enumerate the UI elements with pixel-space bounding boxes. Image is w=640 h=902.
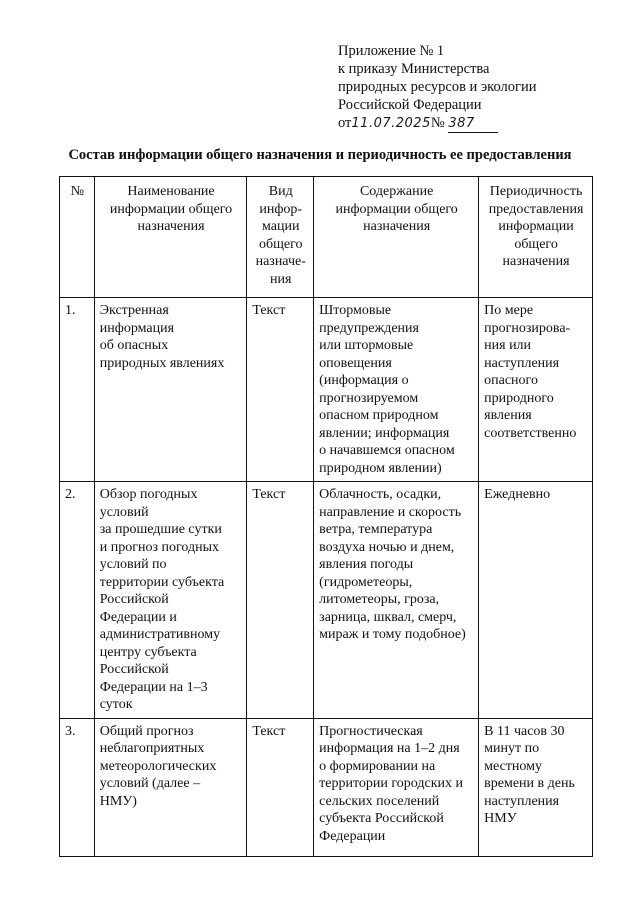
date-prefix: от: [338, 115, 352, 131]
row-content: Прогностическая информация на 1–2 дня о формировании на территории городских и сельских поселений субъекта Российской Федерации: [314, 718, 479, 856]
row-number: 2.: [60, 482, 95, 719]
information-table: [59, 176, 593, 857]
row-content: Штормовые предупреждения или штормовые оповещения (информация о прогнозируемом опасном природном явлении; информация о начавшемся опасном природном явлении): [314, 298, 479, 482]
header-content: Содержание информации общего назначения: [314, 177, 479, 298]
row-periodicity: В 11 часов 30 минут по местному времени в день наступления НМУ: [479, 718, 593, 856]
header-name: Наименование информации общего назначения: [94, 177, 247, 298]
header-number: №: [60, 177, 95, 298]
table-header-row: [60, 177, 593, 298]
appendix-line-3: природных ресурсов и экологии: [338, 79, 537, 95]
header-type: Вид инфор- мации общего назначе- ния: [247, 177, 314, 298]
row-periodicity: По мере прогнозирова- ния или наступления опасного природного явления соответственно: [479, 298, 593, 482]
row-name: Экстренная информация об опасных природных явлениях: [94, 298, 247, 482]
appendix-line-1: Приложение № 1: [338, 43, 445, 59]
row-number: 1.: [60, 298, 95, 482]
number-underline: [448, 118, 498, 133]
row-name: Общий прогноз неблагоприятных метеорологических условий (далее – НМУ): [94, 718, 247, 856]
table-row: [60, 718, 593, 856]
header-periodicity: Периодичность предоставления информации общего назначения: [479, 177, 593, 298]
row-type: Текст: [247, 482, 314, 719]
table-row: [60, 482, 593, 719]
handwritten-date: 11.07.2025: [351, 116, 431, 131]
document-title: Состав информации общего назначения и периодичность ее предоставления: [68, 147, 572, 163]
appendix-date-line: [338, 114, 536, 133]
appendix-block: [338, 42, 536, 133]
row-content: Облачность, осадки, направление и скорость ветра, температура воздуха ночью и днем, явления погоды (гидрометеоры, литометеоры, гроза, зарница, шквал, смерч, мираж и тому подобное): [314, 482, 479, 719]
row-name: Обзор погодных условий за прошедшие сутки и прогноз погодных условий по территории субъекта Российской Федерации и административному центру субъекта Российской Федерации на 1–3 суток: [94, 482, 247, 719]
handwritten-number: 387: [448, 116, 475, 131]
row-type: Текст: [247, 298, 314, 482]
table-row: [60, 298, 593, 482]
row-number: 3.: [60, 718, 95, 856]
appendix-line-2: к приказу Министерства: [338, 61, 490, 77]
number-prefix: №: [430, 115, 445, 131]
appendix-line-4: Российской Федерации: [338, 97, 482, 113]
row-periodicity: Ежедневно: [479, 482, 593, 719]
row-type: Текст: [247, 718, 314, 856]
